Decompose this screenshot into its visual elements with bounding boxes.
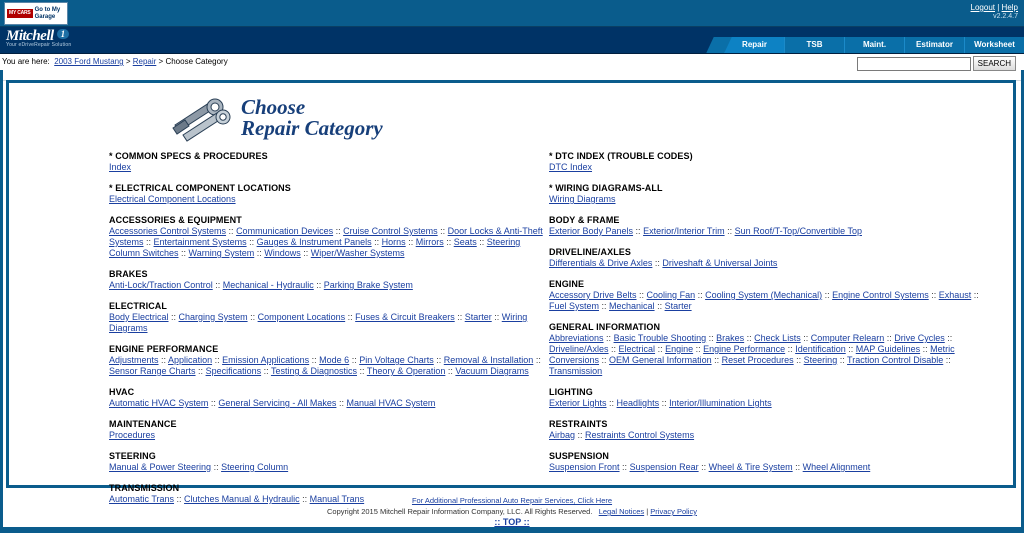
search-area — [857, 56, 1016, 71]
my-cars-badge: MY CARS — [9, 10, 31, 16]
link-separator: :: — [928, 290, 939, 300]
link-separator: :: — [711, 355, 722, 365]
link-separator: :: — [443, 237, 454, 247]
tab-tsb[interactable]: TSB — [784, 37, 844, 53]
category-link[interactable]: Electrical Component Locations — [109, 194, 236, 204]
category-link[interactable]: Pin Voltage Charts — [359, 355, 434, 365]
category-group-title: DRIVELINE/AXLES — [549, 247, 632, 257]
right-column — [549, 151, 989, 483]
category-link[interactable]: Charging System — [178, 312, 248, 322]
category-link[interactable]: Adjustments — [109, 355, 159, 365]
link-separator: :: — [793, 355, 804, 365]
category-group — [549, 279, 989, 312]
category-group-title: * COMMON SPECS & PROCEDURES — [109, 151, 268, 161]
link-separator: :: — [254, 248, 265, 258]
category-link[interactable]: Door Locks & Anti-Theft Systems — [109, 226, 543, 247]
category-link[interactable]: Headlights — [616, 398, 660, 408]
category-link[interactable]: Sun Roof/T-Top/Convertible Top — [734, 226, 862, 236]
left-column — [109, 151, 549, 515]
category-link[interactable]: Wiring Diagrams — [109, 312, 528, 333]
category-group-title: SUSPENSION — [549, 451, 610, 461]
brand-dot: 1 — [57, 29, 69, 39]
category-link[interactable]: Clutches Manual & Hydraulic — [184, 494, 300, 504]
link-separator: :: — [356, 366, 367, 376]
category-group-title: * WIRING DIAGRAMS-ALL — [549, 183, 663, 193]
breadcrumb-current: Choose Category — [165, 57, 228, 66]
category-group-links — [549, 162, 989, 173]
category-group-links — [549, 333, 989, 377]
category-link[interactable]: General Servicing - All Makes — [218, 398, 337, 408]
category-link[interactable]: Restraints Control Systems — [585, 430, 695, 440]
category-link[interactable]: DTC Index — [549, 162, 593, 172]
link-separator: :: — [652, 258, 663, 268]
category-link[interactable]: Mirrors — [415, 237, 444, 247]
category-link[interactable]: Wiper/Washer Systems — [310, 248, 405, 258]
category-link[interactable]: Horns — [381, 237, 406, 247]
link-separator: :: — [437, 226, 448, 236]
category-link[interactable]: Warning System — [188, 248, 255, 258]
link-separator: :: — [785, 344, 796, 354]
category-link[interactable]: Airbag — [549, 430, 576, 440]
link-separator: :: — [247, 312, 258, 322]
link-separator: :: — [178, 248, 189, 258]
category-link[interactable]: Exhaust — [938, 290, 972, 300]
tab-maint[interactable]: Maint. — [844, 37, 904, 53]
category-link[interactable]: Fuel System — [549, 301, 600, 311]
link-separator: :: — [792, 462, 803, 472]
left-border — [0, 70, 3, 533]
category-group — [109, 269, 549, 291]
category-group-title: * ELECTRICAL COMPONENT LOCATIONS — [109, 183, 291, 193]
link-separator: :: — [920, 344, 931, 354]
breadcrumb — [2, 57, 228, 66]
link-separator: :: — [944, 333, 953, 343]
category-link[interactable]: Component Locations — [257, 312, 346, 322]
tab-worksheet[interactable]: Worksheet — [964, 37, 1024, 53]
link-separator: :: — [454, 312, 465, 322]
category-link[interactable]: Wheel Alignment — [802, 462, 871, 472]
category-group — [109, 344, 549, 377]
category-group — [109, 419, 549, 441]
category-link[interactable]: Sensor Range Charts — [109, 366, 196, 376]
category-group — [109, 387, 549, 409]
category-link[interactable]: Windows — [264, 248, 301, 258]
link-separator: :: — [405, 237, 416, 247]
category-link[interactable]: Abbreviations — [549, 333, 604, 343]
category-group-title: HVAC — [109, 387, 135, 397]
category-group-links — [109, 194, 549, 205]
category-link[interactable]: Fuses & Circuit Breakers — [355, 312, 455, 322]
footer-separator: | — [646, 507, 649, 516]
legal-notices-link[interactable]: Legal Notices — [598, 507, 645, 516]
category-link[interactable]: Check Lists — [754, 333, 801, 343]
category-link[interactable]: Exterior Body Panels — [549, 226, 634, 236]
link-separator: :: — [168, 312, 179, 322]
tab-repair[interactable]: Repair — [724, 37, 784, 53]
link-separator: :: — [300, 248, 311, 258]
link-separator: :: — [603, 333, 614, 343]
breadcrumb-sep-2: > — [158, 57, 164, 66]
category-group-title: MAINTENANCE — [109, 419, 177, 429]
category-group-title: ELECTRICAL — [109, 301, 167, 311]
category-group-links — [549, 226, 989, 237]
category-link[interactable]: Starter — [664, 301, 692, 311]
category-group-links — [109, 280, 549, 291]
category-link[interactable]: Communication Devices — [236, 226, 334, 236]
page-title-line2: Repair Category — [241, 116, 383, 140]
category-link[interactable]: Wheel & Tire System — [708, 462, 793, 472]
my-garage-label-1: Go to My — [34, 6, 61, 13]
category-group-links — [549, 398, 989, 409]
category-link[interactable]: Computer Relearn — [810, 333, 885, 343]
category-link[interactable]: Differentials & Drive Axles — [549, 258, 653, 268]
category-group-links — [549, 462, 989, 473]
category-link[interactable]: Basic Trouble Shooting — [613, 333, 707, 343]
link-separator: :: — [599, 355, 610, 365]
category-link[interactable]: Engine Control Systems — [832, 290, 929, 300]
category-link[interactable]: Steering Column Switches — [109, 237, 521, 258]
category-link[interactable]: Steering — [803, 355, 838, 365]
category-group-title: TRANSMISSION — [109, 483, 180, 493]
footer — [0, 495, 1024, 528]
link-separator: :: — [654, 301, 665, 311]
breadcrumb-repair[interactable]: Repair — [132, 57, 157, 66]
category-group-links — [109, 226, 549, 259]
category-group-title: BODY & FRAME — [549, 215, 620, 225]
category-link[interactable]: Specifications — [205, 366, 262, 376]
category-link[interactable]: Steering Column — [221, 462, 289, 472]
top-bar-right — [971, 3, 1018, 20]
category-link[interactable]: Engine Performance — [703, 344, 786, 354]
copyright-text: Copyright 2015 Mitchell Repair Information Company, LLC. All Rights Reserved. — [327, 507, 593, 516]
category-group — [109, 301, 549, 334]
privacy-policy-link[interactable]: Privacy Policy — [650, 507, 697, 516]
page-title-line1: Choose — [241, 95, 306, 119]
link-separator: :: — [195, 366, 206, 376]
brand-bar — [0, 27, 1024, 54]
category-link[interactable]: Mechanical - Hydraulic — [222, 280, 314, 290]
category-group-links — [109, 312, 549, 334]
category-link[interactable]: Cooling System (Mechanical) — [705, 290, 823, 300]
category-group-links — [549, 290, 989, 312]
category-link[interactable]: Manual & Power Steering — [109, 462, 212, 472]
link-separator: :: — [724, 226, 735, 236]
category-link[interactable]: Brakes — [716, 333, 745, 343]
category-group — [549, 419, 989, 441]
link-separator: :: — [226, 226, 237, 236]
category-group-title: ACCESSORIES & EQUIPMENT — [109, 215, 242, 225]
link-separator: :: — [433, 355, 444, 365]
breadcrumb-sep-1: > — [125, 57, 131, 66]
link-separator: :: — [261, 366, 271, 376]
category-group — [109, 215, 549, 259]
link-separator: :: — [884, 333, 895, 343]
category-group — [549, 322, 989, 377]
category-link[interactable]: Theory & Operation — [366, 366, 446, 376]
category-group-title: RESTRAINTS — [549, 419, 608, 429]
category-link[interactable]: Removal & Installation — [443, 355, 534, 365]
category-link[interactable]: Mode 6 — [319, 355, 350, 365]
help-link[interactable]: Help — [1001, 3, 1018, 12]
category-link[interactable]: Testing & Diagnostics — [270, 366, 357, 376]
category-link[interactable]: Metric Conversions — [549, 344, 955, 365]
category-link[interactable]: Accessories Control Systems — [109, 226, 227, 236]
category-link[interactable]: Driveline/Axles — [549, 344, 609, 354]
category-link[interactable]: Engine — [665, 344, 694, 354]
category-link[interactable]: Accessory Drive Belts — [549, 290, 637, 300]
wrench-icon — [169, 95, 235, 141]
link-separator: :: — [575, 430, 586, 440]
category-link[interactable]: Wiring Diagrams — [549, 194, 616, 204]
category-group-title: GENERAL INFORMATION — [549, 322, 661, 332]
search-input[interactable] — [857, 57, 971, 71]
category-link[interactable]: Traction Control Disable — [847, 355, 944, 365]
link-separator: :: — [943, 355, 951, 365]
link-separator: :: — [349, 355, 360, 365]
page-header — [169, 95, 383, 141]
page-title — [241, 97, 383, 139]
link-separator: :: — [695, 290, 706, 300]
category-link[interactable]: Application — [168, 355, 213, 365]
category-link[interactable]: Automatic HVAC System — [109, 398, 209, 408]
link-separator: :: — [599, 301, 610, 311]
category-group — [549, 151, 989, 173]
mitchell-logo — [6, 28, 71, 48]
category-group-title: ENGINE — [549, 279, 585, 289]
category-link[interactable]: Procedures — [109, 430, 156, 440]
category-group-title: ENGINE PERFORMANCE — [109, 344, 219, 354]
my-garage-button[interactable] — [4, 2, 68, 25]
search-button[interactable]: SEARCH — [973, 56, 1016, 71]
category-group-links — [109, 355, 549, 377]
category-link[interactable]: Electrical — [618, 344, 656, 354]
category-link[interactable]: Transmission — [549, 366, 603, 376]
brand-name: Mitchell — [6, 28, 54, 44]
category-link[interactable]: Seats — [453, 237, 477, 247]
link-separator: :: — [633, 226, 644, 236]
category-group-title: BRAKES — [109, 269, 148, 279]
category-group-links — [109, 462, 549, 473]
link-separator: :: — [533, 355, 541, 365]
top-bar — [0, 0, 1024, 27]
link-separator: :: — [345, 312, 356, 322]
link-separator: :: — [246, 237, 257, 247]
bottom-border — [0, 527, 1024, 533]
link-separator: :: — [445, 366, 456, 376]
link-separator: :: — [845, 344, 856, 354]
link-separator: :: — [693, 344, 704, 354]
category-link[interactable]: Manual Trans — [309, 494, 365, 504]
category-group — [549, 215, 989, 237]
link-separator: :: — [371, 237, 382, 247]
main-tabs — [710, 27, 1024, 53]
category-link[interactable]: Identification — [795, 344, 846, 354]
category-group — [549, 183, 989, 205]
category-group-links — [109, 398, 549, 409]
category-link[interactable]: Starter — [464, 312, 492, 322]
link-separator: :: — [606, 398, 617, 408]
link-separator: :: — [822, 290, 833, 300]
category-link[interactable]: Suspension Rear — [629, 462, 699, 472]
link-separator: :: — [333, 226, 344, 236]
link-separator: :: — [211, 462, 222, 472]
link-separator: :: — [158, 355, 169, 365]
link-separator: :: — [744, 333, 755, 343]
category-group — [549, 451, 989, 473]
category-link[interactable]: Parking Brake System — [323, 280, 413, 290]
category-group-links — [109, 430, 549, 441]
category-link[interactable]: Gauges & Instrument Panels — [256, 237, 372, 247]
version-label: v2.2.4.7 — [993, 13, 1018, 20]
link-separator: :: — [837, 355, 848, 365]
category-group-links — [549, 258, 989, 269]
category-link[interactable]: Exterior/Interior Trim — [643, 226, 725, 236]
link-separator: :: — [800, 333, 811, 343]
breadcrumb-prefix: You are here: — [2, 57, 50, 66]
category-group — [109, 151, 549, 173]
link-separator: :: — [636, 290, 647, 300]
category-link[interactable]: Mechanical — [609, 301, 655, 311]
brand-tagline: Your eDriveRepair Solution — [6, 42, 72, 48]
category-link[interactable]: Suspension Front — [549, 462, 620, 472]
tab-estimator[interactable]: Estimator — [904, 37, 964, 53]
link-separator: :: — [706, 333, 717, 343]
breadcrumb-bar — [0, 54, 1024, 81]
link-separator: :: — [212, 280, 223, 290]
link-separator: :: — [491, 312, 502, 322]
category-group — [109, 183, 549, 205]
category-group-links — [549, 194, 989, 205]
topbar-separator: | — [997, 3, 1000, 12]
category-group — [549, 247, 989, 269]
category-link[interactable]: OEM General Information — [609, 355, 712, 365]
category-link[interactable]: Reset Procedures — [721, 355, 794, 365]
category-group-title: * DTC INDEX (TROUBLE CODES) — [549, 151, 693, 161]
link-separator: :: — [174, 494, 185, 504]
category-link[interactable]: Drive Cycles — [894, 333, 945, 343]
link-separator: :: — [608, 344, 619, 354]
link-separator: :: — [698, 462, 709, 472]
category-link[interactable]: Anti-Lock/Traction Control — [109, 280, 213, 290]
link-separator: :: — [655, 344, 666, 354]
pro-services-link[interactable]: For Additional Professional Auto Repair Services, Click Here — [411, 496, 613, 505]
category-link[interactable]: Emission Applications — [222, 355, 310, 365]
my-garage-label-2: Garage — [34, 13, 56, 20]
category-group — [549, 387, 989, 409]
logout-link[interactable]: Logout — [970, 3, 995, 12]
category-group-links — [549, 430, 989, 441]
link-separator: :: — [313, 280, 324, 290]
link-separator: :: — [208, 398, 219, 408]
category-group — [109, 451, 549, 473]
category-link[interactable]: Cruise Control Systems — [343, 226, 438, 236]
category-link[interactable]: MAP Guidelines — [855, 344, 921, 354]
link-separator: :: — [336, 398, 347, 408]
category-group-title: STEERING — [109, 451, 156, 461]
breadcrumb-vehicle[interactable]: 2003 Ford Mustang — [54, 57, 124, 66]
category-link[interactable]: Vacuum Diagrams — [455, 366, 529, 376]
link-separator: :: — [143, 237, 154, 247]
link-separator: :: — [309, 355, 320, 365]
link-separator: :: — [212, 355, 223, 365]
category-link[interactable]: Interior/Illumination Lights — [669, 398, 772, 408]
link-separator: :: — [299, 494, 310, 504]
category-link[interactable]: Automatic Trans — [109, 494, 175, 504]
category-group-title: LIGHTING — [549, 387, 593, 397]
category-link[interactable]: Entertainment Systems — [153, 237, 247, 247]
category-link[interactable]: Body Electrical — [109, 312, 169, 322]
back-to-top-link[interactable]: :: TOP :: — [494, 517, 530, 527]
category-link[interactable]: Cooling Fan — [646, 290, 696, 300]
category-link[interactable]: Driveshaft & Universal Joints — [662, 258, 778, 268]
category-group-links — [109, 162, 549, 173]
link-separator: :: — [659, 398, 670, 408]
link-separator: :: — [971, 290, 979, 300]
category-link[interactable]: Manual HVAC System — [346, 398, 436, 408]
category-link[interactable]: Exterior Lights — [549, 398, 607, 408]
category-link[interactable]: Index — [109, 162, 132, 172]
link-separator: :: — [476, 237, 487, 247]
link-separator: :: — [619, 462, 630, 472]
